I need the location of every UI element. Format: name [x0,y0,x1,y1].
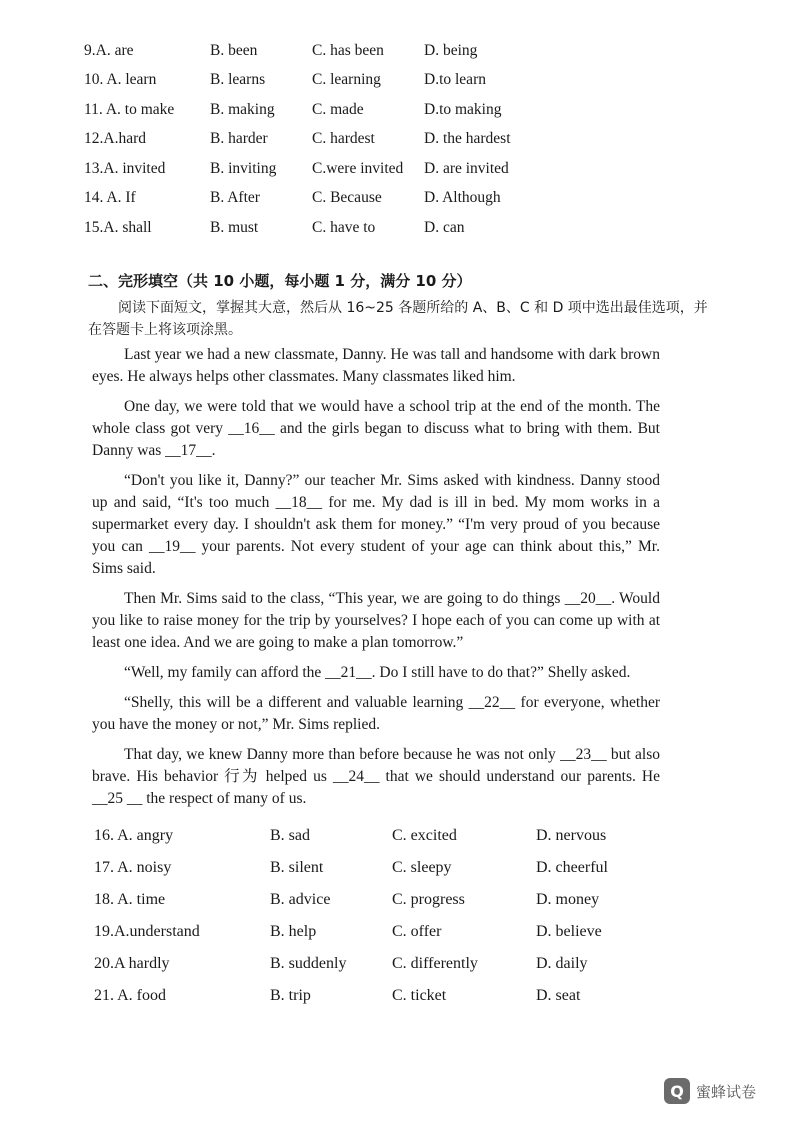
option-c: C. progress [392,891,465,908]
option-a: 16. A. angry [94,827,174,844]
option-row [84,95,544,125]
option-a: 21. A. food [94,987,166,1004]
option-b: B. advice [270,891,331,908]
option-row [84,184,544,214]
option-c: C. has been [312,41,384,59]
option-row [84,154,544,184]
option-c: C. sleepy [392,859,452,876]
option-b: B. been [210,41,258,59]
option-d: D. money [536,891,600,908]
option-a: 17. A. noisy [94,859,172,876]
option-d: D. believe [536,923,602,940]
option-row [84,66,544,96]
option-c: C. differently [392,955,478,972]
option-d: D. nervous [536,827,607,844]
option-d: D. daily [536,955,588,972]
cloze-section-header [88,270,708,341]
option-d: D. cheerful [536,859,608,876]
option-c: C. offer [392,923,442,940]
option-b: B. After [210,189,260,207]
option-c: C. learning [312,71,381,89]
option-c: C. Because [312,189,382,207]
watermark-text: 蜜蜂试卷 [696,1082,757,1101]
option-b: B. inviting [210,159,277,177]
passage-paragraph: Last year we had a new classmate, Danny. He was tall and handsome with dark brown eyes. He always helps other classmates. Many classmates liked him. [92,346,660,385]
passage-paragraph: One day, we were told that we would have a school trip at the end of the month. The whole class got very __16__ and the girls began to discuss what to bring with them. But Danny was __17__. [92,398,660,459]
option-b: B. help [270,923,317,940]
option-row [84,125,544,155]
option-b: B. suddenly [270,955,347,972]
cloze-passage [92,344,660,818]
option-row [84,36,544,66]
option-c: C. made [312,100,364,118]
passage-paragraph: Then Mr. Sims said to the class, “This year, we are going to do things __20__. Would you like to raise money for the trip by yourselves? I hope each of you can come up with at least one idea. And we are going to make a plan tomorrow.” [92,590,660,651]
option-a: 18. A. time [94,891,166,908]
option-c: C. excited [392,827,457,844]
option-d: D. Although [424,189,501,207]
passage-paragraph: That day, we knew Danny more than before because he was not only __23__ but also brave. His behavior 行为 helped us __24__ that we should understand our parents. He __25 __ the respect of many of us. [92,746,660,807]
option-a: 15.A. shall [84,218,152,236]
option-c: C. ticket [392,987,447,1004]
option-a: 10. A. learn [84,71,157,89]
option-c: C. have to [312,218,376,236]
option-a: 11. A. to make [84,100,175,118]
option-row [84,213,544,243]
option-b: B. sad [270,827,310,844]
bee-logo-icon: Q [664,1078,690,1104]
option-a: 19.A.understand [94,923,200,940]
watermark [664,1078,756,1104]
option-b: B. trip [270,987,311,1004]
top-options-table [84,36,544,243]
bottom-options-table [94,820,646,1012]
option-d: D.to making [424,100,502,118]
option-b: B. must [210,218,259,236]
section-instruction: 阅读下面短文，掌握其大意，然后从 16~25 各题所给的 A、B、C 和 D 项中选出最佳选项，并在答题卡上将该项涂黑。 [88,300,708,338]
option-row [94,884,646,916]
option-row [94,852,646,884]
option-row [94,980,646,1012]
option-d: D. are invited [424,159,509,177]
option-d: D. seat [536,987,581,1004]
option-a: 9.A. are [84,41,134,59]
option-row [94,916,646,948]
passage-paragraph: “Don't you like it, Danny?” our teacher Mr. Sims asked with kindness. Danny stood up and said, “It's too much __18__ for me. My dad is ill in bed. My mom works in a supermarket every day. I shouldn't ask them for money.” “I'm very proud of you because you can __19__ your parents. Not every student of your age can think about this,” Mr. Sims said. [92,472,660,577]
option-d: D. can [424,218,465,236]
option-b: B. learns [210,71,266,89]
option-row [94,948,646,980]
option-a: 12.A.hard [84,130,146,148]
option-b: B. making [210,100,275,118]
section-title: 二、完形填空（共 10 小题，每小题 1 分，满分 10 分） [88,272,472,290]
option-a: 20.A hardly [94,955,170,972]
option-d: D. being [424,41,478,59]
option-c: C.were invited [312,159,404,177]
passage-paragraph: “Shelly, this will be a different and valuable learning __22__ for everyone, whether you have the money or not,” Mr. Sims replied. [92,694,660,733]
option-b: B. harder [210,130,268,148]
option-d: D.to learn [424,71,486,89]
option-c: C. hardest [312,130,375,148]
passage-paragraph: “Well, my family can afford the __21__. Do I still have to do that?” Shelly asked. [124,664,631,681]
option-d: D. the hardest [424,130,511,148]
option-b: B. silent [270,859,324,876]
option-a: 13.A. invited [84,159,166,177]
option-row [94,820,646,852]
option-a: 14. A. If [84,189,136,207]
